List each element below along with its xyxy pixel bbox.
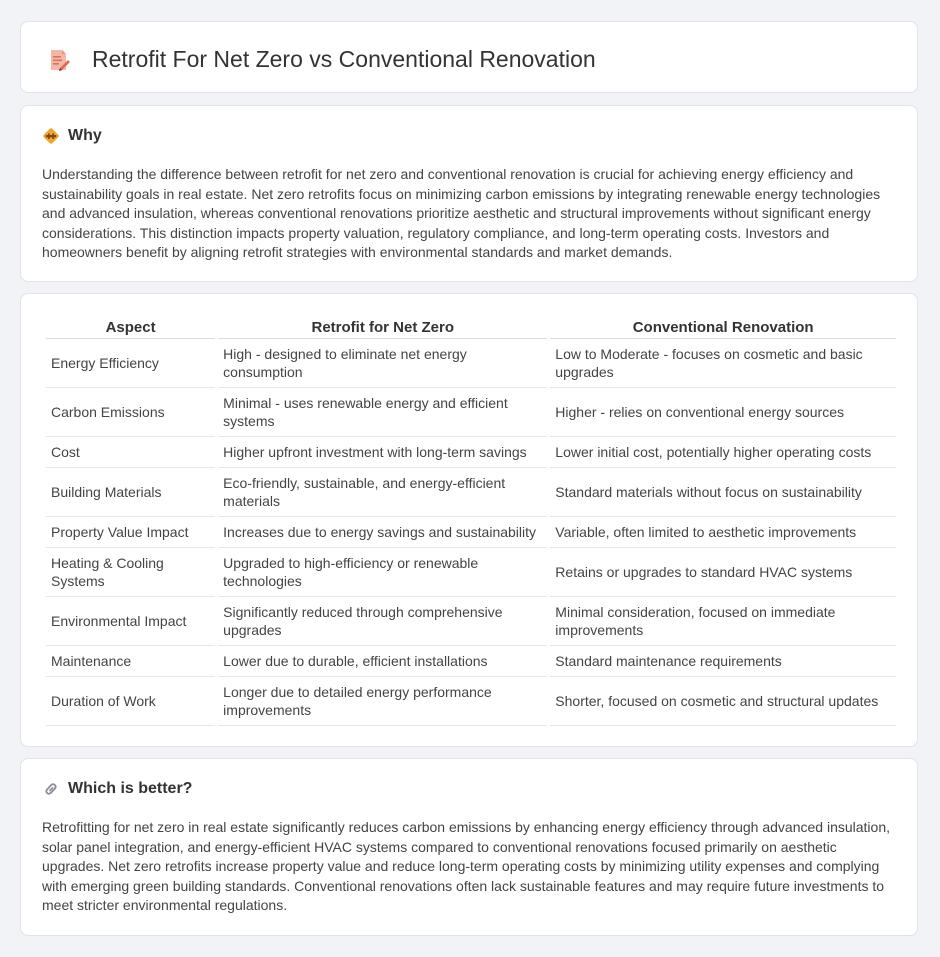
cell-net-zero: High - designed to eliminate net energy consumption	[218, 339, 547, 388]
cell-aspect: Energy Efficiency	[46, 339, 215, 388]
cell-net-zero: Significantly reduced through comprehensive upgrades	[218, 597, 547, 646]
cell-aspect: Environmental Impact	[46, 597, 215, 646]
cell-net-zero: Longer due to detailed energy performance improvements	[218, 677, 547, 726]
why-paragraph: Understanding the difference between retrofit for net zero and conventional renovation is crucial for achieving energy efficiency and sustainability goals in real estate. Net zero retrofits focus on minimizing carbon emissions by integrating renewable energy technologies and advanced insulation, whereas conventional renovations prioritize aesthetic and structural improvements without significant energy considerations. This distinction impacts property valuation, regulatory compliance, and long-term operating costs. Investors and homeowners benefit by aligning retrofit strategies with environmental standards and market demands.	[42, 166, 881, 261]
cell-conventional: Variable, often limited to aesthetic improvements	[550, 517, 896, 548]
cell-conventional: Low to Moderate - focuses on cosmetic and basic upgrades	[550, 339, 896, 388]
cell-aspect: Cost	[46, 437, 215, 468]
better-card	[20, 758, 918, 936]
comparison-table	[43, 316, 899, 726]
cell-net-zero: Increases due to energy savings and sustainability	[218, 517, 547, 548]
table-row	[46, 388, 896, 437]
header-conventional: Conventional Renovation	[550, 316, 896, 339]
table-row	[46, 339, 896, 388]
why-card	[20, 105, 918, 282]
cell-conventional: Minimal consideration, focused on immediate improvements	[550, 597, 896, 646]
table-row	[46, 468, 896, 517]
cell-conventional: Standard maintenance requirements	[550, 646, 896, 677]
cell-net-zero: Minimal - uses renewable energy and efficient systems	[218, 388, 547, 437]
document-edit-icon	[47, 48, 71, 72]
cell-aspect: Heating & Cooling Systems	[46, 548, 215, 597]
cell-aspect: Duration of Work	[46, 677, 215, 726]
better-header	[42, 780, 192, 798]
cell-net-zero: Eco-friendly, sustainable, and energy-efficient materials	[218, 468, 547, 517]
warning-sign-icon	[42, 127, 60, 145]
comparison-card	[20, 293, 918, 747]
table-row	[46, 677, 896, 726]
cell-conventional: Shorter, focused on cosmetic and structural updates	[550, 677, 896, 726]
cell-net-zero: Upgraded to high-efficiency or renewable technologies	[218, 548, 547, 597]
header-aspect: Aspect	[46, 316, 215, 339]
why-header	[42, 127, 102, 145]
table-header-row	[46, 316, 896, 339]
cell-conventional: Retains or upgrades to standard HVAC systems	[550, 548, 896, 597]
cell-conventional: Lower initial cost, potentially higher operating costs	[550, 437, 896, 468]
cell-net-zero: Lower due to durable, efficient installations	[218, 646, 547, 677]
table-row	[46, 646, 896, 677]
title-row	[47, 46, 596, 73]
cell-net-zero: Higher upfront investment with long-term savings	[218, 437, 547, 468]
cell-conventional: Standard materials without focus on sustainability	[550, 468, 896, 517]
better-heading: Which is better?	[68, 780, 193, 797]
header-net-zero: Retrofit for Net Zero	[218, 316, 547, 339]
title-card	[20, 21, 918, 93]
table-row	[46, 437, 896, 468]
cell-aspect: Carbon Emissions	[46, 388, 215, 437]
cell-conventional: Higher - relies on conventional energy sources	[550, 388, 896, 437]
page-title: Retrofit For Net Zero vs Conventional Renovation	[92, 46, 596, 72]
table-row	[46, 517, 896, 548]
why-heading: Why	[68, 127, 102, 144]
table-row	[46, 597, 896, 646]
table-row	[46, 548, 896, 597]
link-icon	[42, 780, 60, 798]
cell-aspect: Property Value Impact	[46, 517, 215, 548]
cell-aspect: Building Materials	[46, 468, 215, 517]
better-paragraph: Retrofitting for net zero in real estate significantly reduces carbon emissions by enhancing energy efficiency through advanced insulation, solar panel integration, and energy-efficient HVAC systems compared to conventional renovations focused primarily on aesthetic upgrades. Net zero retrofits increase property value and reduce long-term operating costs by minimizing utility expenses and complying with emerging green building standards. Conventional renovations often lack sustainable features and may require future investments to meet stricter environmental regulations.	[42, 819, 891, 914]
cell-aspect: Maintenance	[46, 646, 215, 677]
